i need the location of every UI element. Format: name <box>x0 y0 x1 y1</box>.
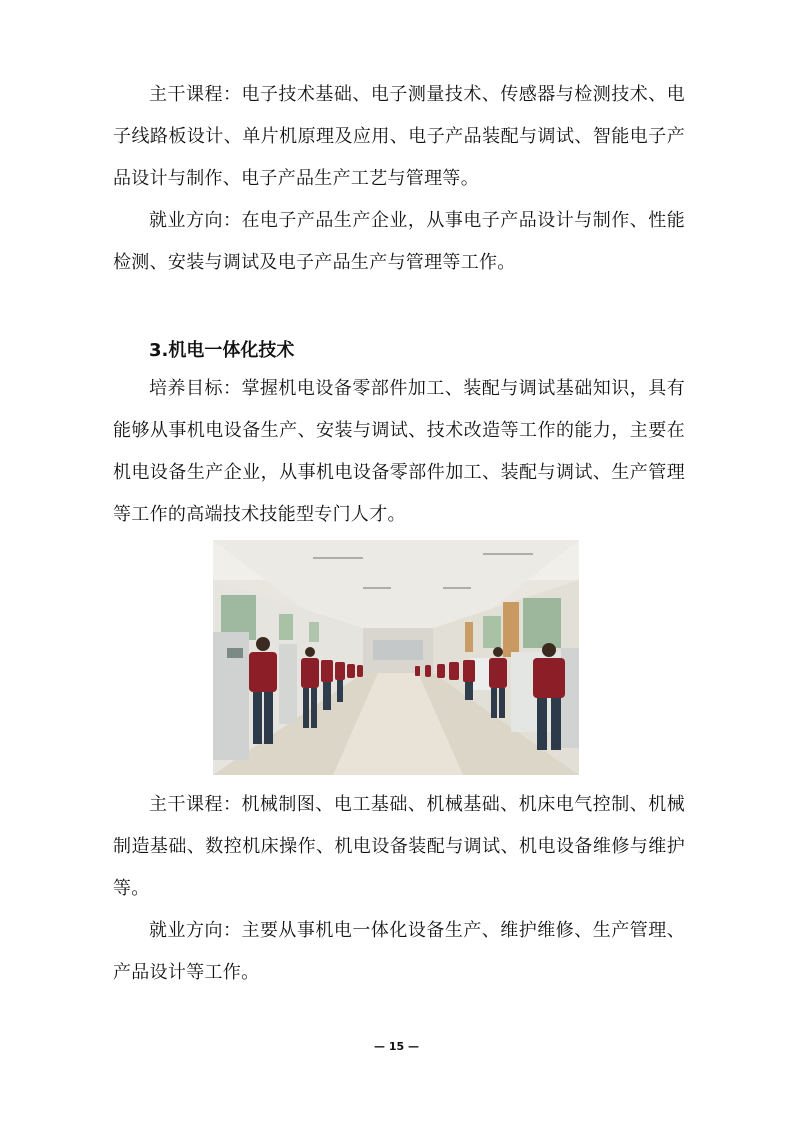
prev-employment-paragraph: 就业方向：在电子产品生产企业，从事电子产品设计与制作、性能检测、安装与调试及电子产品生产与管理等工作。 <box>113 210 685 273</box>
employment-paragraph: 就业方向：主要从事机电一体化设备生产、维护维修、生产管理、产品设计等工作。 <box>113 920 685 983</box>
training-goal-paragraph: 培养目标：掌握机电设备零部件加工、装配与调试基础知识，具有能够从事机电设备生产、安装与调试、技术改造等工作的能力，主要在机电设备生产企业，从事机电设备零部件加工、装配与调试、生产管理等工作的高端技术技能型专门人才。 <box>113 378 685 525</box>
prev-courses-paragraph: 主干课程：电子技术基础、电子测量技术、传感器与检测技术、电子线路板设计、单片机原理及应用、电子产品装配与调试、智能电子产品设计与制作、电子产品生产工艺与管理等。 <box>113 84 685 189</box>
section-heading: 3.机电一体化技术 <box>149 340 295 361</box>
courses-paragraph: 主干课程：机械制图、电工基础、机械基础、机床电气控制、机械制造基础、数控机床操作、机电设备装配与调试、机电设备维修与维护等。 <box>113 794 685 899</box>
page-number: — 15 — <box>374 1040 419 1053</box>
training-workshop-photo <box>213 540 579 775</box>
